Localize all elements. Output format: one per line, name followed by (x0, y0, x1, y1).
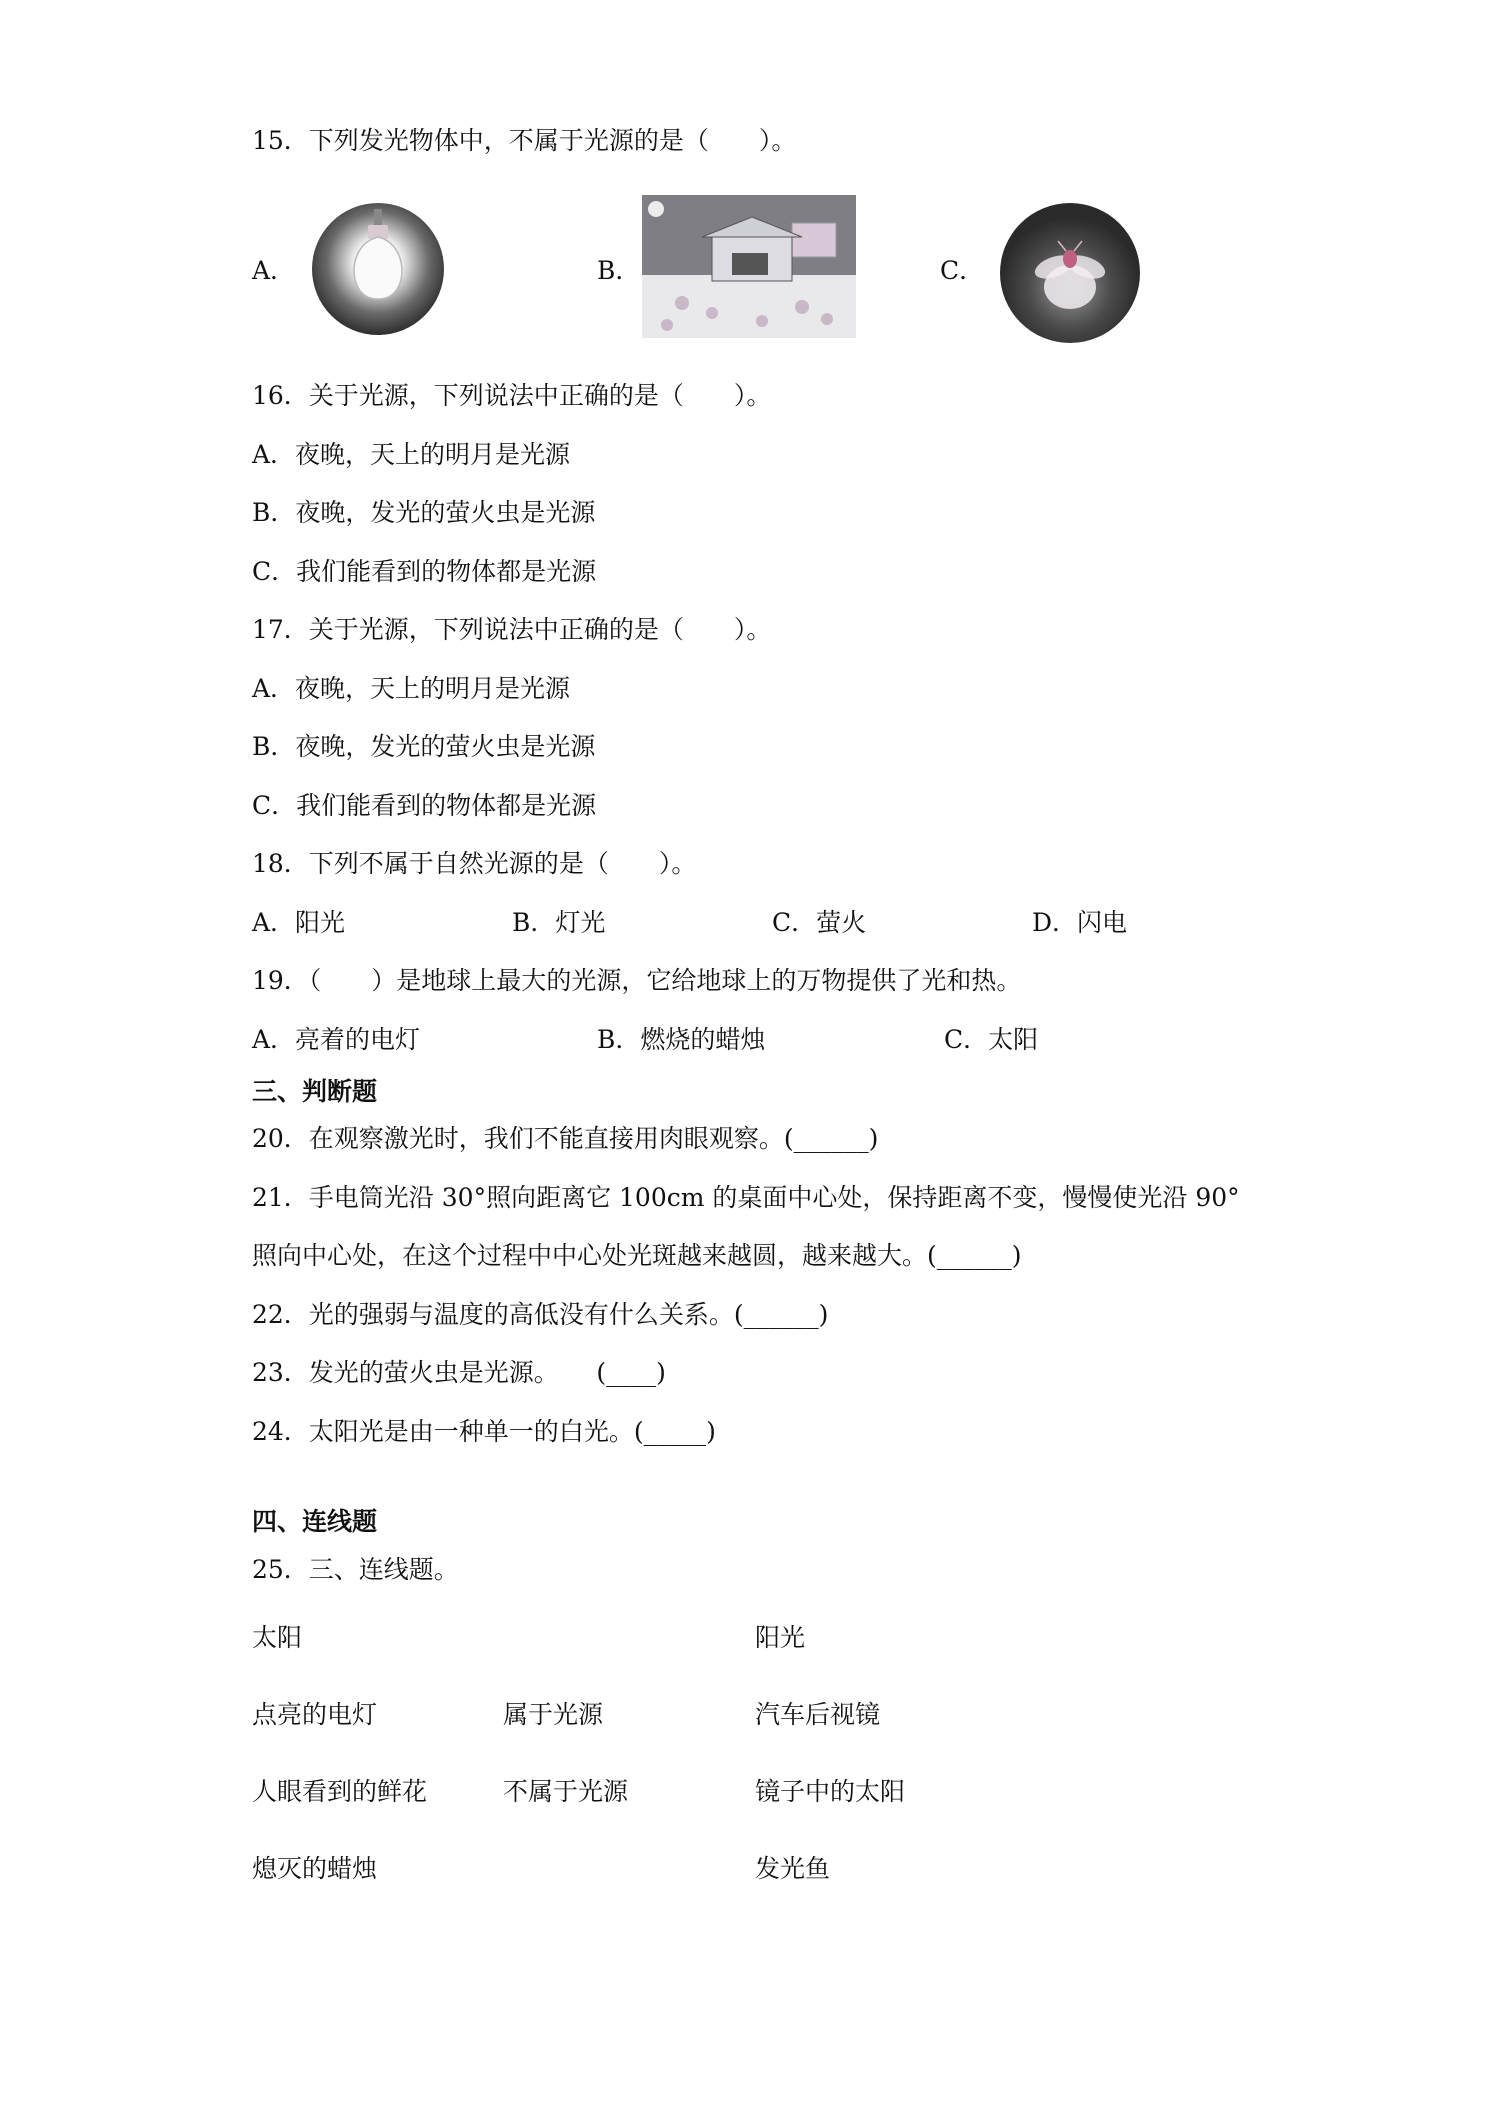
q17-option-b: B．夜晚，发光的萤火虫是光源 (252, 732, 596, 761)
q19-option-b: B．燃烧的蜡烛 (597, 1025, 766, 1054)
q21-line-1: 21．手电筒光沿 30°照向距离它 100cm 的桌面中心处，保持距离不变，慢慢使光沿 90° (252, 1183, 1240, 1212)
match-left-item: 熄灭的蜡烛 (252, 1854, 378, 1883)
match-right-item: 阳光 (755, 1623, 806, 1652)
q23: 23．发光的萤火虫是光源。 (____) (252, 1358, 666, 1387)
q24: 24．太阳光是由一种单一的白光。(_____) (252, 1417, 716, 1446)
match-right-item: 汽车后视镜 (755, 1700, 881, 1729)
q18-option-c: C．萤火 (772, 908, 867, 937)
match-right-item: 镜子中的太阳 (755, 1777, 906, 1806)
q18-stem: 18．下列不属于自然光源的是（ ）。 (252, 849, 697, 878)
q19-option-c: C．太阳 (944, 1025, 1039, 1054)
match-right-item: 发光鱼 (755, 1854, 831, 1883)
q15-option-b-label: B． (597, 256, 641, 285)
q22: 22．光的强弱与温度的高低没有什么关系。(______) (252, 1300, 829, 1329)
q19-option-a: A．亮着的电灯 (252, 1025, 421, 1054)
q21-line-2: 照向中心处，在这个过程中中心处光斑越来越圆，越来越大。(______) (252, 1241, 1022, 1270)
q16-option-c: C．我们能看到的物体都是光源 (252, 557, 597, 586)
match-middle-item: 属于光源 (503, 1700, 604, 1729)
q16-option-b: B．夜晚，发光的萤火虫是光源 (252, 498, 596, 527)
firefly-image (998, 201, 1142, 345)
q18-option-d: D．闪电 (1032, 908, 1128, 937)
section-matching-heading: 四、连线题 (252, 1507, 378, 1536)
q18-option-b: B．灯光 (512, 908, 606, 937)
section-judgement-heading: 三、判断题 (252, 1077, 378, 1106)
q15-option-a-label: A． (252, 256, 296, 285)
match-left-item: 点亮的电灯 (252, 1700, 378, 1729)
pavilion-night-scene-image (642, 195, 856, 338)
match-middle-item: 不属于光源 (503, 1777, 629, 1806)
q16-stem: 16．关于光源，下列说法中正确的是（ ）。 (252, 381, 772, 410)
q17-stem: 17．关于光源，下列说法中正确的是（ ）。 (252, 615, 772, 644)
match-left-item: 太阳 (252, 1623, 303, 1652)
q25-stem: 25．三、连线题。 (252, 1555, 459, 1584)
match-left-item: 人眼看到的鲜花 (252, 1777, 428, 1806)
q15-option-c-label: C． (940, 256, 985, 285)
q16-option-a: A．夜晚，天上的明月是光源 (252, 440, 571, 469)
q17-option-c: C．我们能看到的物体都是光源 (252, 791, 597, 820)
light-bulb-image (310, 201, 446, 337)
q19-stem: 19．（ ）是地球上最大的光源，它给地球上的万物提供了光和热。 (252, 966, 1022, 995)
q20: 20．在观察激光时，我们不能直接用肉眼观察。(______) (252, 1124, 879, 1153)
q15-stem: 15．下列发光物体中，不属于光源的是（ ）。 (252, 126, 797, 155)
q18-option-a: A．阳光 (252, 908, 346, 937)
q17-option-a: A．夜晚，天上的明月是光源 (252, 674, 571, 703)
